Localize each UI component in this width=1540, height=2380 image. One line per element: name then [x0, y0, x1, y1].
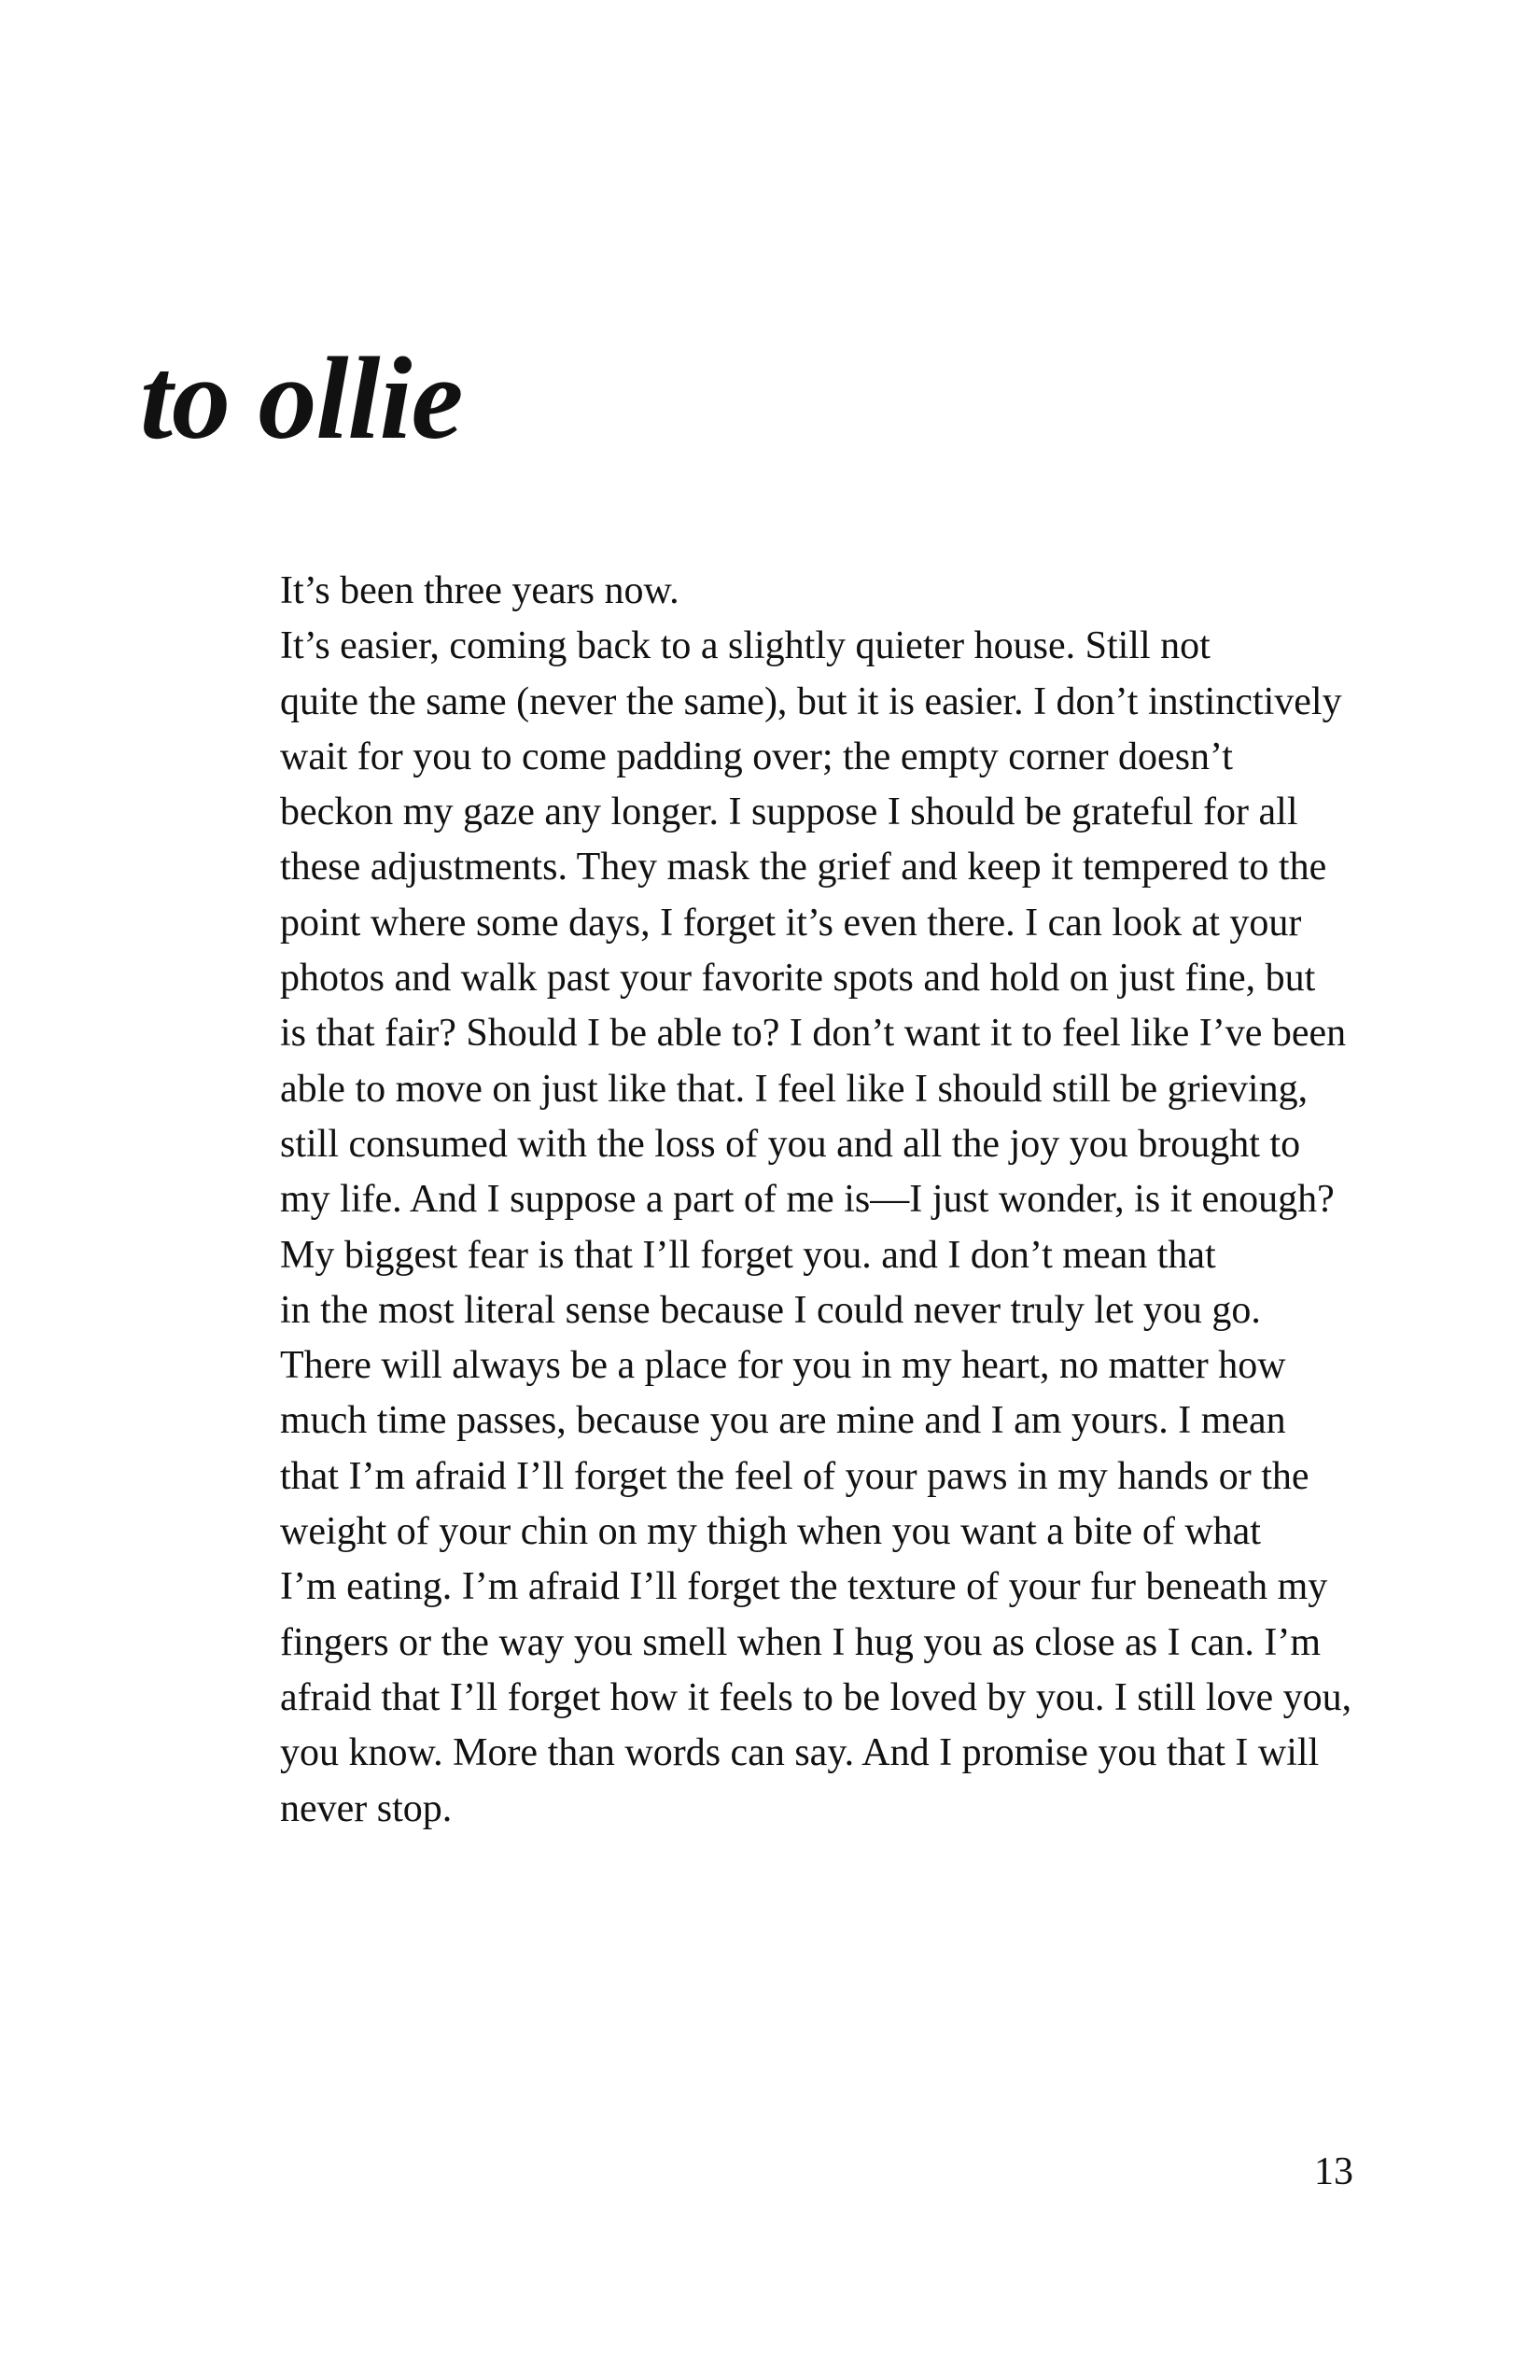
text-line: that I’m afraid I’ll forget the feel of your paws in my hands or the [280, 1454, 1309, 1498]
chapter-title: to ollie [140, 334, 463, 464]
text-line: fingers or the way you smell when I hug you as close as I can. I’m [280, 1620, 1322, 1664]
chapter-body [140, 564, 1391, 1837]
text-line: quite the same (never the same), but it is easier. I don’t instinctively [280, 679, 1342, 723]
text-line: There will always be a place for you in my heart, no matter how [280, 1344, 1286, 1388]
text-line: photos and walk past your favorite spots and hold on just fine, but [280, 957, 1316, 1001]
text-line: point where some days, I forget it’s even there. I can look at your [280, 901, 1302, 945]
page-number: 13 [1314, 2150, 1353, 2193]
text-line: My biggest fear is that I’ll forget you. and I don’t mean that [280, 1233, 1216, 1277]
text-line: beckon my gaze any longer. I suppose I should be grateful for all [280, 791, 1298, 834]
paragraph-1 [140, 564, 1391, 619]
text-line: It’s been three years now. [280, 569, 679, 612]
paragraph-2 [140, 619, 1391, 1227]
text-line: in the most literal sense because I could never truly let you go. [280, 1288, 1261, 1332]
text-line: never stop. [280, 1786, 453, 1830]
text-line: still consumed with the loss of you and all the joy you brought to [280, 1122, 1301, 1166]
text-line: afraid that I’ll forget how it feels to be loved by you. I still love you, [280, 1675, 1352, 1719]
text-line: It’s easier, coming back to a slightly quieter house. Still not [280, 624, 1211, 668]
text-line: weight of your chin on my thigh when you want a bite of what [280, 1510, 1261, 1554]
text-line: wait for you to come padding over; the empty corner doesn’t [280, 735, 1233, 778]
text-line: I’m eating. I’m afraid I’ll forget the texture of your fur beneath my [280, 1565, 1328, 1609]
text-line: these adjustments. They mask the grief and keep it tempered to the [280, 846, 1327, 889]
paragraph-3 [140, 1228, 1391, 1837]
text-line: much time passes, because you are mine and I am yours. I mean [280, 1399, 1286, 1443]
text-line: able to move on just like that. I feel like I should still be grieving, [280, 1067, 1309, 1111]
text-line: you know. More than words can say. And I promise you that I will [280, 1731, 1320, 1775]
text-line: is that fair? Should I be able to? I don’t want it to feel like I’ve been [280, 1012, 1347, 1056]
text-line: my life. And I suppose a part of me is—I just wonder, is it enough? [280, 1178, 1335, 1222]
